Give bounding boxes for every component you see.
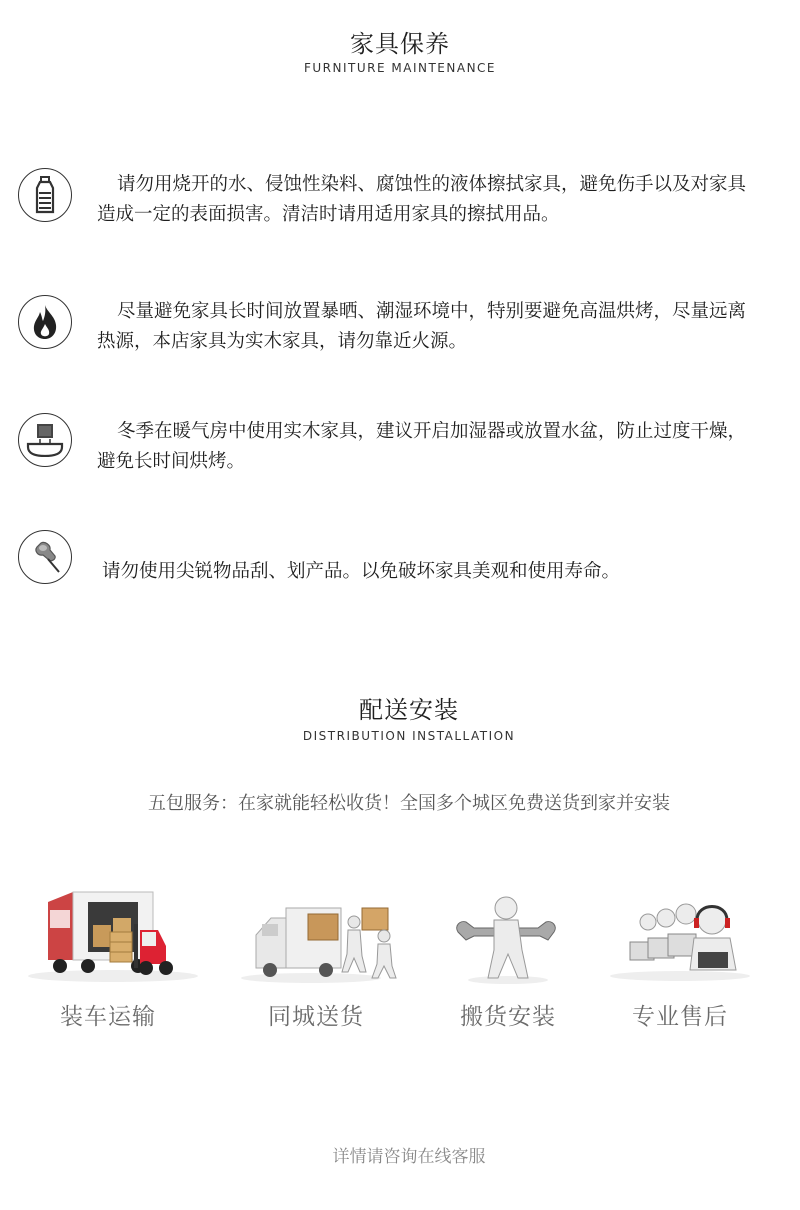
service-label-delivery: 同城送货 [268, 1004, 364, 1030]
service-install [418, 880, 598, 1050]
service-aftersales [590, 880, 770, 1050]
pushpin-icon [18, 530, 72, 584]
service-label-install: 搬货安装 [460, 1004, 556, 1030]
care-text-water: 请勿用烧开的水、侵蚀性染料、腐蚀性的液体擦拭家具，避免伤手以及对家具造成一定的表面损害。清洁时请用适用家具的擦拭用品。 [97, 174, 747, 225]
care-text-scratch: 请勿使用尖锐物品刮、划产品。以免破坏家具美观和使用寿命。 [102, 561, 621, 582]
service-label-aftersales: 专业售后 [632, 1004, 728, 1030]
customer-service-icon [590, 880, 770, 990]
service-label-loading: 装车运输 [60, 1004, 156, 1030]
heater-icon [18, 413, 72, 467]
distribution-subtitle: DISTRIBUTION INSTALLATION [302, 729, 516, 743]
maintenance-subtitle: FURNITURE MAINTENANCE [304, 61, 496, 75]
delivery-van-icon [226, 880, 406, 990]
footer-contact[interactable]: 详情请咨询在线客服 [332, 1147, 486, 1167]
maintenance-title: 家具保养 [350, 30, 450, 58]
bottle-icon [18, 168, 72, 222]
service-delivery [226, 880, 406, 1050]
distribution-title: 配送安装 [359, 696, 459, 724]
wrench-worker-icon [418, 880, 598, 990]
distribution-intro: 五包服务：在家就能轻松收货！全国多个城区免费送货到家并安装 [148, 793, 670, 814]
care-text-humidity: 冬季在暖气房中使用实木家具，建议开启加湿器或放置水盆，防止过度干燥，避免长时间烘烤。 [97, 421, 747, 472]
truck-forklift-icon [18, 880, 198, 990]
care-text-heat: 尽量避免家具长时间放置暴晒、潮湿环境中，特别要避免高温烘烤，尽量远离热源，本店家具为实木家具，请勿靠近火源。 [97, 301, 747, 352]
service-loading [18, 880, 198, 1050]
fire-icon [18, 295, 72, 349]
